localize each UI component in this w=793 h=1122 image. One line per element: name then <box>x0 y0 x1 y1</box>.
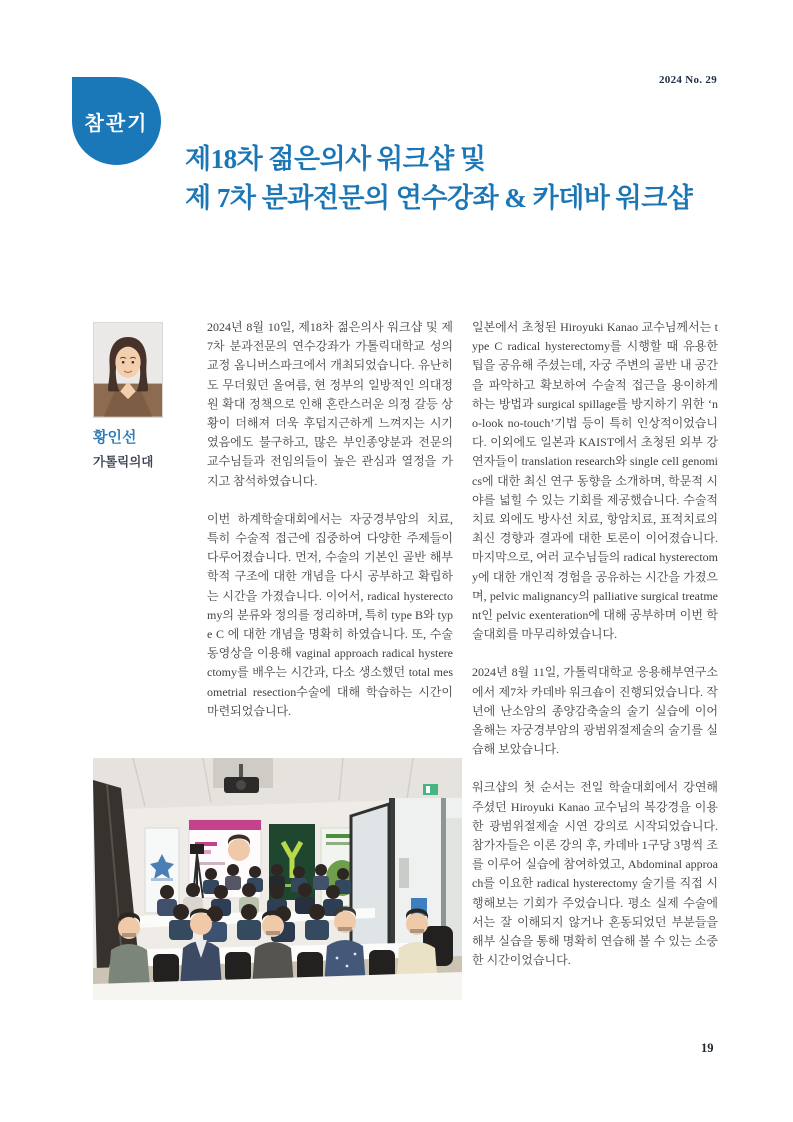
paragraph: 이번 하계학술대회에서는 자궁경부암의 치료, 특히 수술적 접근에 집중하여 다양한 주제들이 다루어졌습니다. 먼저, 수술의 기본인 골반 해부학적 구조에 대한 개념을 다시 공부하고 확립하는 시간을 가졌습니다. 이어서, radical hysterectomy의 분류와 정의를 정리하며, 특히 type B와 type C 에 대한 개념을 명확히 하였습니다. 또, 수술 동영상을 이용해 vaginal approach radical hysterectomy를 배우는 시간과, 다소 생소했던 total mesometrial resection수술에 대해 학습하는 시간이 마련되었습니다. <box>207 511 453 718</box>
article-right-column <box>472 318 718 990</box>
paragraph: 2024년 8월 10일, 제18차 젊은의사 워크샵 및 제 7차 분과전문의 연수강좌가 가톨릭대학교 성의교정 옴니버스파크에서 개최되었습니다. 유난히도 무더웠던 올여름, 현 정부의 일방적인 의대정원 확대 정책으로 인해 혼란스러운 의정 갈등 상황이 더해져 더욱 후덥지근하게 느껴지는 시기였음에도 불구하고, 많은 부인종양분과 전문의 교수님들과 전임의들이 높은 관심과 열정을 가지고 참석하였습니다. <box>207 320 453 488</box>
author-portrait-photo <box>93 322 163 418</box>
portrait-face <box>115 347 140 378</box>
page-number: 19 <box>701 1041 714 1055</box>
author-name: 황인선 <box>93 430 137 446</box>
photo-camera <box>190 844 204 854</box>
article-title-line1: 제18차 젊은의사 워크샵 및 <box>185 144 486 174</box>
portrait-left-eye <box>122 361 125 364</box>
photo-room-fixture <box>399 858 409 888</box>
paragraph: 2024년 8월 11일, 가톨릭대학교 응용해부연구소에서 제7차 카데바 워크숍이 진행되었습니다. 작년에 난소암의 종양감축술의 술기 실습에 이어 올해는 자궁경부암의 광범위절제술의 술기를 실습해 보았습니다. <box>472 665 718 757</box>
author-block <box>93 322 203 470</box>
photo-banner-pink-face <box>228 839 250 861</box>
portrait-right-eye <box>132 361 135 364</box>
photo-exit-sign-glyph <box>426 786 430 793</box>
photo-projector-lens <box>236 780 246 790</box>
paragraph: 일본에서 초청된 Hiroyuki Kanao 교수님께서는 type C radical hysterectomy를 시행할 때 유용한 팁을 공유해 주셨는데, 자궁 주변의 골반 내 공간을 파악하고 확보하여 수술적 접근을 용이하게 하는 방법과 surgical spillage를 방지하기 위한 ‘no-look no-touch’기법 등이 특히 인상적이었습니다. 이외에도 일본과 KAIST에서 초청된 외부 강연자들이 translation research와 single cell genomics에 대한 최신 연구 동향을 소개하며, 학문적 시야를 넓힐 수 있는 기회를 제공했습니다. 수술적 치료 외에도 방사선 치료, 항암치료, 표적치료의 최신 경향과 결과에 대한 토론이 이어졌습니다. 마지막으로, 여러 교수님들의 radical hysterectomy에 대한 개인적 경험을 공유하는 시간을 가졌으며, pelvic malignancy의 palliative surgical treatment인 pelvic exenteration에 대해 공부하며 이번 학술대회를 마무리하였습니다. <box>472 320 718 642</box>
issue-label: 2024 No. 29 <box>659 74 717 86</box>
photo-banner-pink-header <box>189 820 261 830</box>
photo-banner-left-text <box>151 878 173 881</box>
article-left-column <box>207 318 453 740</box>
section-badge-label: 참관기 <box>84 112 149 135</box>
group-photo <box>93 758 462 1000</box>
photo-projector-mount <box>239 764 243 778</box>
paragraph: 워크샵의 첫 순서는 전일 학술대회에서 강연해 주셨던 Hiroyuki Kanao 교수님의 복강경을 이용한 광범위절제술 시연 강의로 시작되었습니다. 참가자들은 이론 강의 후, 카데바 1구당 3명씩 조를 이루어 실습에 참여하였고, Abdominal approach를 이요한 radical hysterectomy 술기를 직접 시행해보는 기회가 주었습니다. 평소 실제 수술에서는 잘 이해되지 않거나 혼동되었던 부분들을 해부 실습을 통해 명확히 연습해 볼 수 있는 소중한 시간이었습니다. <box>472 780 718 968</box>
section-badge <box>72 77 161 165</box>
photo-banner-green-light-line <box>326 842 350 845</box>
article-title-line2: 제 7차 분과전문의 연수강좌 & 카데바 워크샵 <box>185 183 693 213</box>
author-affiliation: 가톨릭의대 <box>93 455 154 469</box>
photo-banner-pink-line3 <box>195 862 225 865</box>
photo-exit-sign <box>423 784 438 795</box>
article-title <box>185 140 692 218</box>
